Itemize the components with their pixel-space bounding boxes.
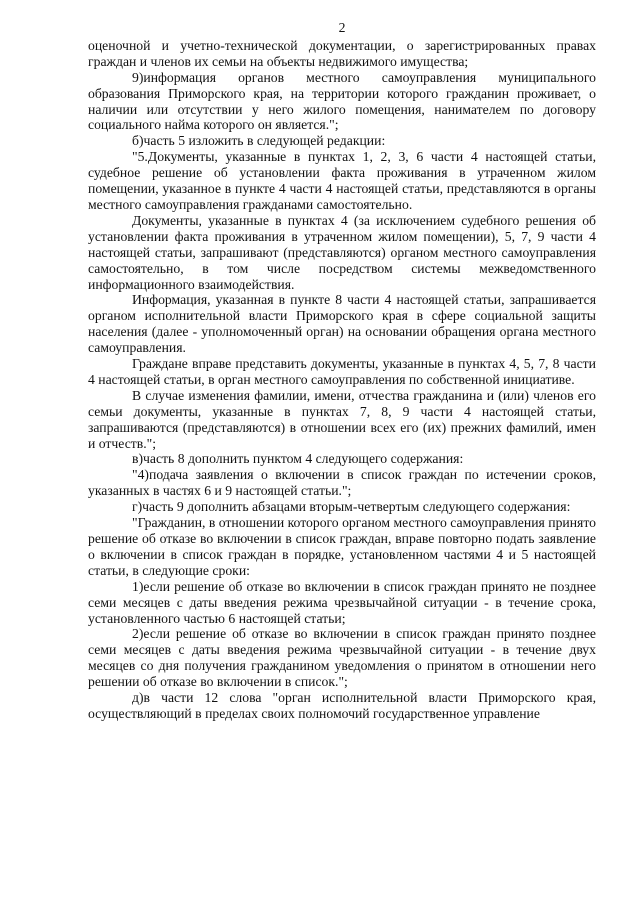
paragraph: Граждане вправе представить документы, указанные в пунктах 4, 5, 7, 8 части 4 настоящей статьи, в орган местного самоуправления по собственной инициативе. xyxy=(88,356,596,387)
paragraph: 9)информация органов местного самоуправления муниципального образования Приморского края, на территории которого гражданин проживает, о наличии или отсутствии у него жилого помещения, нанимателем по договору социального найма которого он является."; xyxy=(88,69,596,133)
paragraph: д)в части 12 слова "орган исполнительной власти Приморского края, осуществляющий в пределах своих полномочий государственное управление xyxy=(88,690,596,721)
paragraph: оценочной и учетно-технической документации, о зарегистрированных правах граждан и членов их семьи на объекты недвижимого имущества; xyxy=(88,37,596,69)
paragraph: 1)если решение об отказе во включении в список граждан принято не позднее семи месяцев с даты введения режима чрезвычайной ситуации - в течение срока, установленного частью 6 настоящей статьи; xyxy=(88,578,596,626)
paragraph: Документы, указанные в пунктах 4 (за исключением судебного решения об установлении факта проживания в утраченном жилом помещении), 5, 7, 9 части 4 настоящей статьи, запрашивают (представляются) органом местного самоуправления самостоятельно, в том числе посредством системы межведомственного информационного взаимодействия. xyxy=(88,212,596,292)
paragraph: В случае изменения фамилии, имени, отчества гражданина и (или) членов его семьи документы, указанные в пунктах 7, 8, 9 части 4 настоящей статьи, запрашиваются (представляются) в отношении всех его (их) прежних фамилий, имен и отчеств."; xyxy=(88,387,596,451)
paragraph: в)часть 8 дополнить пунктом 4 следующего содержания: xyxy=(132,451,464,467)
paragraph: б)часть 5 изложить в следующей редакции: xyxy=(132,133,386,149)
paragraph: "Гражданин, в отношении которого органом местного самоуправления принято решение об отказе во включении в список граждан, вправе повторно подать заявление о включении в список граждан в порядке, установленном частями 4 и 5 настоящей статьи, в следующие сроки: xyxy=(88,515,596,578)
document-page xyxy=(88,20,596,722)
paragraph: "5.Документы, указанные в пунктах 1, 2, 3, 6 части 4 настоящей статьи, судебное решение об установлении факта проживания в утраченном жилом помещении, указанное в пункте 4 части 4 настоящей статьи, представляются в органы местного самоуправления гражданами самостоятельно. xyxy=(88,149,596,212)
paragraph: "4)подача заявления о включении в список граждан по истечении сроков, указанных в частях 6 и 9 настоящей статьи."; xyxy=(88,467,596,499)
paragraph: г)часть 9 дополнить абзацами вторым-четвертым следующего содержания: xyxy=(132,499,571,515)
paragraph: Информация, указанная в пункте 8 части 4 настоящей статьи, запрашивается органом исполнительной власти Приморского края в сфере социальной защиты населения (далее - уполномоченный орган) на основании обращения органа местного самоуправления. xyxy=(88,292,596,356)
paragraph: 2)если решение об отказе во включении в список граждан принято позднее семи месяцев с даты введения режима чрезвычайной ситуации - в течение двух месяцев со дня получения гражданином уведомления о принятом в отношении него решении об отказе во включении в список."; xyxy=(88,626,596,690)
page-number: 2 xyxy=(338,20,346,35)
document-body xyxy=(88,38,596,722)
